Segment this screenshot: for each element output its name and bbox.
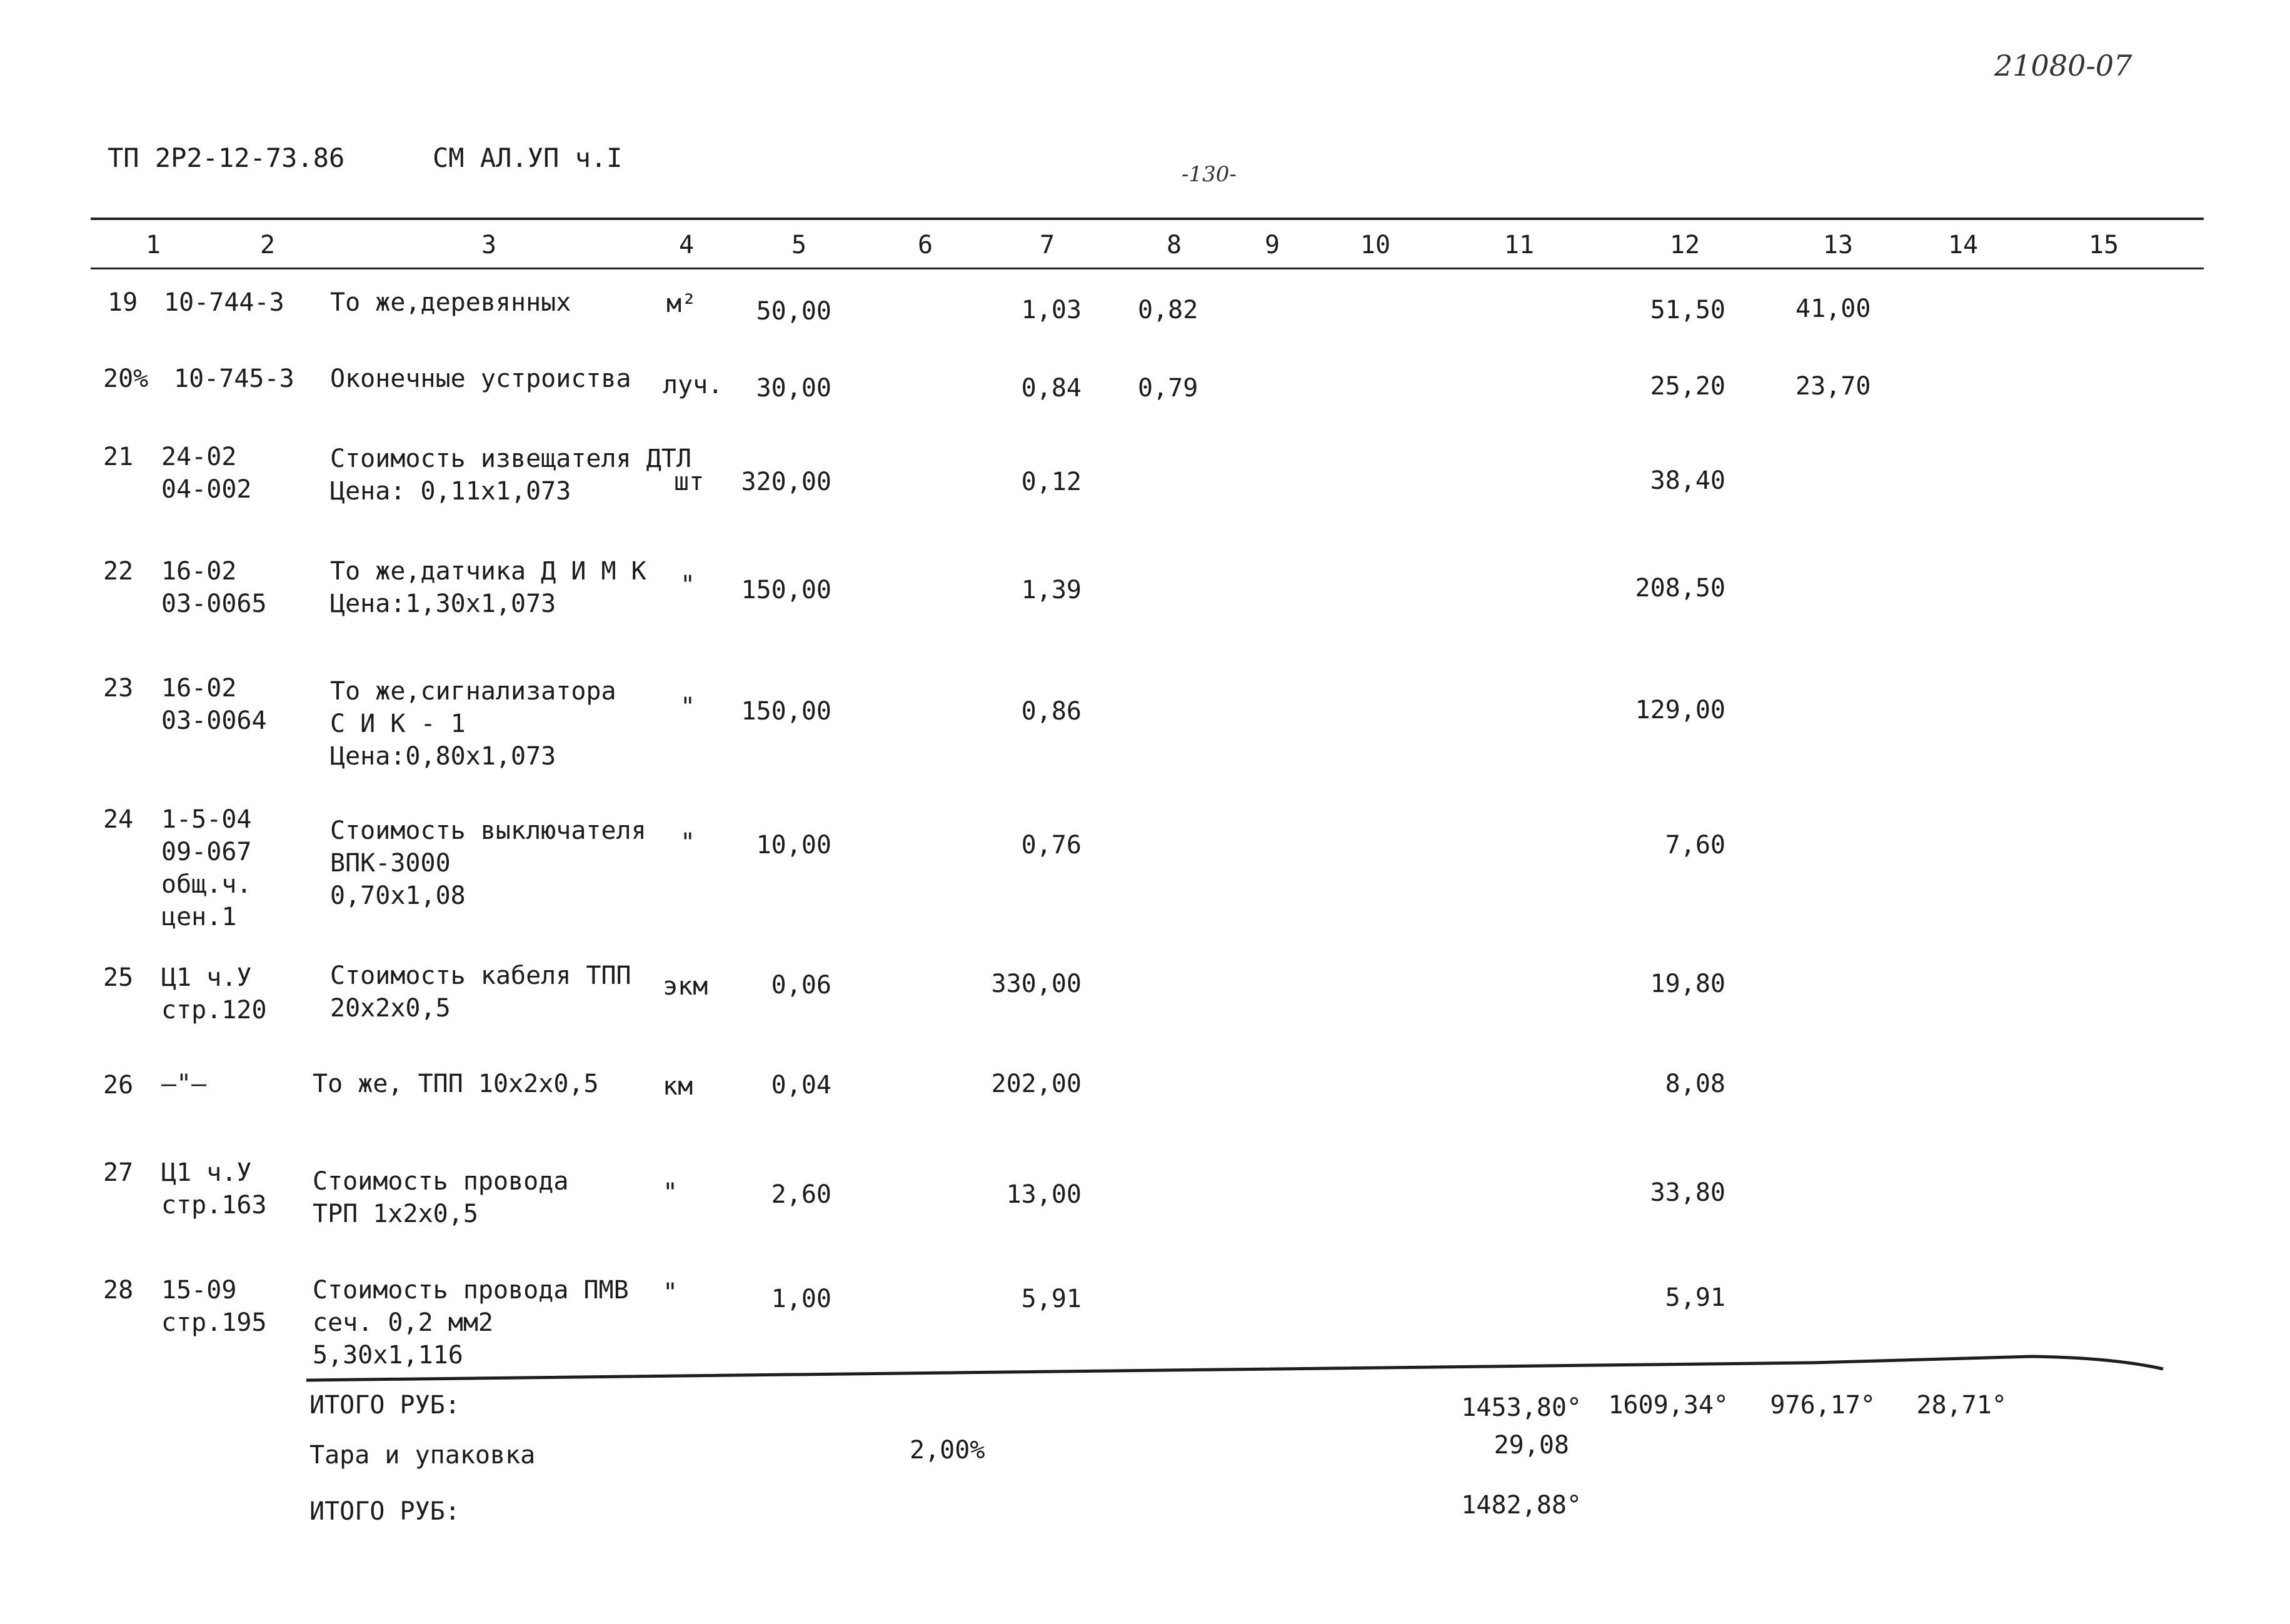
row-name: То же,сигнализатора С И К - 1 Цена:0,80х1,073 (330, 677, 616, 771)
row-quantity: 150,00 (741, 697, 831, 726)
row-number: 22 (103, 557, 134, 586)
row-col13: 41,00 (1795, 294, 1871, 323)
itogo-col13: 976,17° (1770, 1391, 1876, 1420)
itogo-col12: 1609,34° (1608, 1391, 1729, 1420)
row-name: То же,деревянных (330, 288, 571, 317)
column-header: 7 (1039, 231, 1055, 259)
row-col7: 202,00 (991, 1070, 1082, 1098)
row-col7: 0,86 (1021, 697, 1082, 726)
tara-value: 29,08 (1494, 1431, 1569, 1460)
row-name: Стоимость провода ПМВ сеч. 0,2 мм2 5,30х1,116 (313, 1276, 629, 1370)
row-quantity: 320,00 (741, 468, 831, 496)
row-col12: 19,80 (1650, 970, 1725, 998)
row-unit: " (663, 1278, 678, 1307)
column-header: 9 (1264, 231, 1280, 259)
column-header: 4 (678, 231, 695, 259)
row-col7: 1,39 (1021, 576, 1082, 604)
row-col12: 51,50 (1650, 296, 1725, 324)
row-quantity: 150,00 (741, 576, 831, 604)
row-unit: " (680, 693, 696, 721)
row-code: 15-09 стр.195 (161, 1276, 267, 1337)
column-header: 6 (917, 231, 933, 259)
row-col7: 0,12 (1021, 468, 1082, 496)
row-name: Стоимость выключателя ВПК-3000 0,70х1,08 (330, 816, 646, 910)
row-unit: " (680, 571, 696, 599)
tara-percent: 2,00% (910, 1436, 985, 1465)
row-code: 10-744-3 (164, 288, 284, 317)
row-col7: 5,91 (1021, 1285, 1082, 1313)
row-unit: км (663, 1072, 693, 1101)
column-header: 13 (1822, 231, 1854, 259)
row-quantity: 50,00 (756, 297, 831, 326)
row-col7: 330,00 (991, 970, 1082, 998)
tara-label: Тара и упаковка (309, 1441, 536, 1470)
row-quantity: 0,04 (771, 1071, 831, 1100)
column-header: 11 (1504, 231, 1535, 259)
row-unit: м² (666, 289, 697, 318)
column-header: 5 (791, 231, 807, 259)
row-number: 27 (103, 1158, 134, 1187)
row-number: 25 (103, 963, 134, 992)
row-col12: 25,20 (1650, 372, 1725, 401)
row-name: То же, ТПП 10х2х0,5 (313, 1070, 599, 1098)
column-header: 15 (2088, 231, 2119, 259)
row-code: Ц1 ч.У стр.120 (161, 963, 267, 1025)
row-number: 28 (103, 1276, 134, 1305)
row-code: 1-5-04 09-067 общ.ч. цен.1 (161, 805, 252, 931)
final-itogo-value: 1482,88° (1461, 1491, 1582, 1520)
row-col7: 13,00 (1006, 1180, 1082, 1209)
row-col7: 0,76 (1021, 831, 1082, 860)
row-col12: 8,08 (1665, 1070, 1725, 1098)
column-header: 12 (1669, 231, 1700, 259)
row-col12: 129,00 (1635, 696, 1725, 724)
row-number: 20% (103, 364, 149, 393)
row-quantity: 2,60 (771, 1180, 831, 1209)
row-col12: 33,80 (1650, 1178, 1725, 1207)
row-col12: 208,50 (1635, 574, 1725, 603)
row-col12: 7,60 (1665, 831, 1725, 860)
row-name: Стоимость извещателя ДТЛ Цена: 0,11х1,073 (330, 444, 691, 506)
final-itogo-label: ИТОГО РУБ: (309, 1497, 460, 1526)
row-col13: 23,70 (1795, 372, 1871, 401)
project-code: ТП 2Р2-12-73.86 (108, 143, 345, 173)
row-code: 10-745-3 (174, 364, 294, 393)
row-code: 24-02 04-002 (161, 443, 252, 504)
row-number: 24 (103, 805, 134, 834)
row-col8: 0,79 (1138, 374, 1198, 403)
row-unit: шт (674, 468, 705, 496)
row-name: То же,датчика Д И М К Цена:1,30х1,073 (330, 557, 646, 618)
row-col7: 0,84 (1021, 374, 1082, 403)
row-name: Стоимость кабеля ТПП 20х2х0,5 (330, 961, 631, 1023)
row-col7: 1,03 (1021, 296, 1082, 324)
column-header: 8 (1166, 231, 1182, 259)
row-code: 16-02 03-0065 (161, 557, 267, 618)
column-header: 10 (1360, 231, 1391, 259)
row-unit: луч. (663, 371, 723, 399)
row-quantity: 1,00 (771, 1285, 831, 1313)
row-number: 23 (103, 674, 134, 703)
row-code: Ц1 ч.У стр.163 (161, 1158, 267, 1220)
page-number: -130- (1182, 162, 1237, 187)
row-quantity: 0,06 (771, 971, 831, 1000)
row-number: 21 (103, 443, 134, 471)
column-header: 14 (1947, 231, 1979, 259)
row-col12: 38,40 (1650, 466, 1725, 495)
row-col8: 0,82 (1138, 296, 1198, 324)
row-code: 16-02 03-0064 (161, 674, 267, 735)
document-number: 21080-07 (1994, 49, 2132, 83)
row-unit: " (680, 828, 696, 857)
itogo-col14: 28,71° (1916, 1391, 2007, 1420)
column-header: 3 (481, 231, 497, 259)
row-col12: 5,91 (1665, 1283, 1725, 1312)
itogo-label: ИТОГО РУБ: (309, 1391, 460, 1420)
itogo-col11: 1453,80° (1461, 1393, 1582, 1422)
column-header: 1 (145, 231, 161, 259)
section-code: СМ АЛ.УП ч.I (433, 143, 623, 173)
row-name: Стоимость провода ТРП 1х2х0,5 (313, 1167, 569, 1228)
row-number: 19 (108, 288, 138, 317)
row-quantity: 10,00 (756, 831, 831, 860)
row-name: Оконечные устроиства (330, 364, 631, 393)
row-number: 26 (103, 1071, 134, 1100)
column-header: 2 (259, 231, 276, 259)
row-unit: экм (663, 972, 708, 1001)
row-quantity: 30,00 (756, 374, 831, 403)
row-unit: " (663, 1178, 678, 1207)
row-code: —"— (161, 1070, 207, 1098)
